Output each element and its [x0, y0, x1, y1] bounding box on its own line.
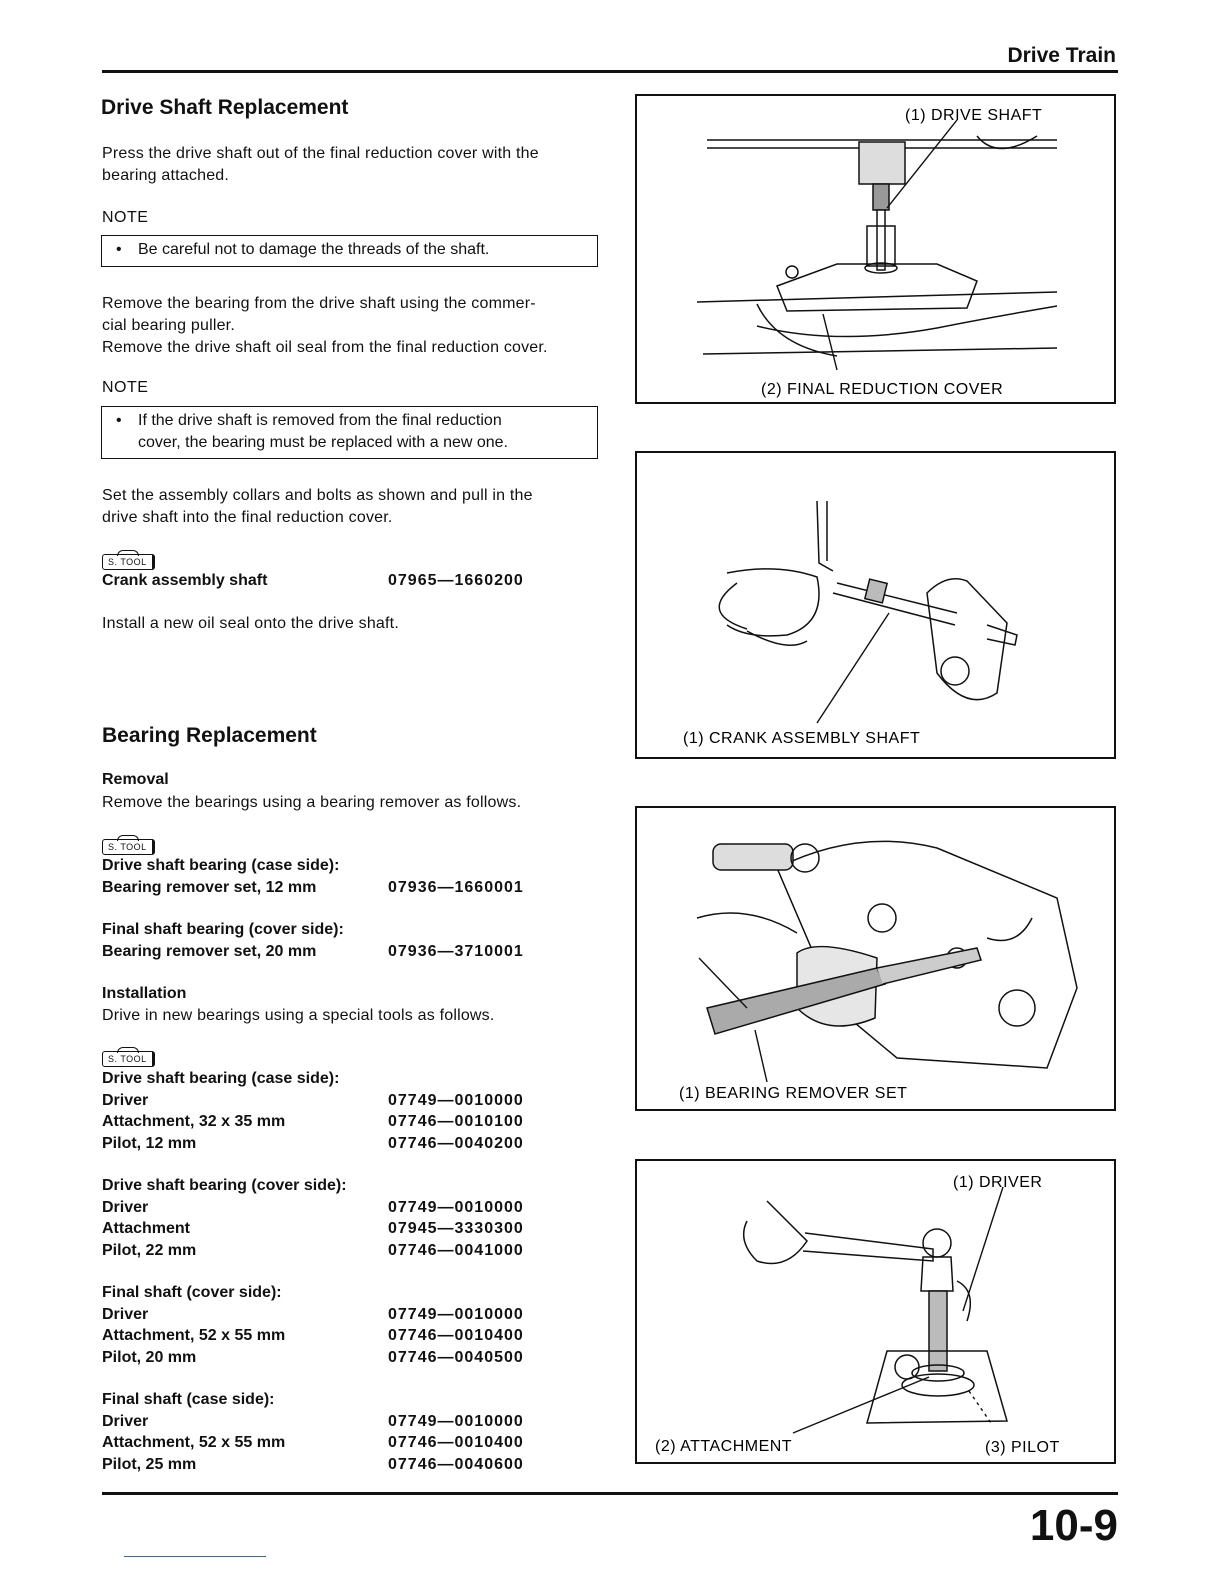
tool-number: 07945—3330300	[388, 1220, 524, 1237]
removal-title: Removal	[102, 771, 169, 788]
tool-row	[102, 1454, 572, 1476]
bullet: •	[116, 412, 122, 429]
figure-label: (1) CRANK ASSEMBLY SHAFT	[683, 730, 921, 747]
tool-number: 07746—0041000	[388, 1241, 524, 1259]
page-number: 10-9	[1029, 1501, 1118, 1550]
tool-number: 07746—0040600	[388, 1455, 524, 1473]
assembly-text	[102, 485, 612, 529]
note-box	[101, 235, 598, 267]
figure-drive-shaft-press	[635, 94, 1116, 404]
group-title: Final shaft (case side):	[102, 1391, 275, 1408]
tool-label: Crank assembly shaft	[102, 572, 268, 589]
install-tool-group	[102, 1175, 572, 1261]
special-tool-tag: S. TOOL	[102, 1049, 155, 1067]
tool-row	[102, 1218, 572, 1240]
tool-row	[102, 1240, 572, 1262]
figure-driver-attachment-pilot	[635, 1159, 1116, 1464]
installation-title: Installation	[102, 985, 187, 1002]
figure-label: (1) DRIVER	[953, 1174, 1043, 1191]
tool-number: 07749—0010000	[388, 1091, 524, 1109]
group-title: Final shaft (cover side):	[102, 1284, 282, 1301]
header-rule	[102, 70, 1118, 73]
removal-tool-group	[102, 919, 572, 962]
tool-row	[102, 1325, 572, 1347]
note-label: NOTE	[102, 379, 149, 396]
special-tool-tag: S. TOOL	[102, 552, 155, 570]
tool-row	[102, 1197, 572, 1219]
tool-label: Attachment, 32 x 35 mm	[102, 1113, 286, 1130]
text-line: Press the drive shaft out of the final reduction cover with the	[102, 145, 539, 162]
tool-row	[102, 1133, 572, 1155]
install-tool-group	[102, 1389, 572, 1475]
bearing-puller-text	[102, 293, 612, 359]
tool-number: 07936—3710001	[388, 942, 524, 960]
removal-text: Remove the bearings using a bearing remover as follows.	[102, 794, 522, 811]
tool-label: Attachment, 52 x 55 mm	[102, 1434, 286, 1451]
driver-attachment-pilot-illustration	[637, 1161, 1114, 1462]
tool-number: 07746—0010400	[388, 1327, 524, 1344]
text-line: Set the assembly collars and bolts as shown and pull in the	[102, 487, 533, 504]
tool-label: Pilot, 25 mm	[102, 1455, 197, 1473]
tool-label: Driver	[102, 1198, 149, 1216]
tool-row	[102, 877, 572, 899]
group-title: Final shaft bearing (cover side):	[102, 921, 344, 938]
text-line: bearing attached.	[102, 167, 230, 184]
note-label: NOTE	[102, 209, 149, 226]
tool-number: 07965—1660200	[388, 572, 524, 589]
tool-row	[102, 941, 572, 963]
tool-row	[102, 570, 572, 592]
note-text: Be careful not to damage the threads of the shaft.	[138, 241, 490, 258]
group-title: Drive shaft bearing (cover side):	[102, 1177, 347, 1194]
note-box	[101, 406, 598, 459]
tool-label: Driver	[102, 1305, 149, 1323]
tool-number: 07746—0010100	[388, 1113, 524, 1130]
tool-label: Attachment, 52 x 55 mm	[102, 1327, 286, 1344]
figure-label: (2) FINAL REDUCTION COVER	[761, 381, 1004, 398]
drive-shaft-title: Drive Shaft Replacement	[101, 96, 349, 119]
special-tool-tag: S. TOOL	[102, 837, 155, 855]
tool-number: 07936—1660001	[388, 878, 524, 896]
corner-link-line	[124, 1556, 266, 1557]
tool-label: Pilot, 12 mm	[102, 1134, 197, 1152]
crank-assembly-shaft-illustration	[637, 453, 1114, 757]
installation-text: Drive in new bearings using a special tools as follows.	[102, 1007, 495, 1024]
tool-label: Bearing remover set, 20 mm	[102, 942, 317, 960]
section-header: Drive Train	[1007, 44, 1116, 67]
note-text: cover, the bearing must be replaced with a new one.	[138, 434, 508, 451]
tool-label: Attachment	[102, 1220, 191, 1237]
install-tool-group	[102, 1282, 572, 1368]
tool-row	[102, 1432, 572, 1454]
tool-label: Driver	[102, 1091, 149, 1109]
tool-label: Pilot, 20 mm	[102, 1348, 197, 1366]
tool-label: Driver	[102, 1412, 149, 1430]
figure-label: (1) BEARING REMOVER SET	[679, 1085, 908, 1102]
tool-number: 07746—0040500	[388, 1348, 524, 1366]
tool-label: Bearing remover set, 12 mm	[102, 878, 317, 896]
tool-number: 07746—0010400	[388, 1434, 524, 1451]
tool-row	[102, 1411, 572, 1433]
tool-row	[102, 1090, 572, 1112]
tool-label: Pilot, 22 mm	[102, 1241, 197, 1259]
tool-number: 07746—0040200	[388, 1134, 524, 1152]
group-title: Drive shaft bearing (case side):	[102, 857, 340, 874]
tool-number: 07749—0010000	[388, 1198, 524, 1216]
tool-row	[102, 1111, 572, 1133]
text-line: Remove the bearing from the drive shaft using the commer-	[102, 295, 536, 312]
tool-row	[102, 1304, 572, 1326]
removal-tool-group	[102, 855, 572, 898]
figure-label: (2) ATTACHMENT	[655, 1438, 793, 1455]
text-line: cial bearing puller.	[102, 317, 235, 334]
footer-rule	[102, 1492, 1118, 1495]
bearing-remover-set-illustration	[637, 808, 1114, 1109]
group-title: Drive shaft bearing (case side):	[102, 1070, 340, 1087]
drive-shaft-intro	[102, 143, 612, 187]
text-line: drive shaft into the final reduction cover.	[102, 509, 393, 526]
tool-number: 07749—0010000	[388, 1305, 524, 1323]
oil-seal-text: Install a new oil seal onto the drive shaft.	[102, 615, 399, 632]
figure-label: (1) DRIVE SHAFT	[905, 107, 1043, 124]
text-line: Remove the drive shaft oil seal from the final reduction cover.	[102, 339, 548, 356]
note-text: If the drive shaft is removed from the final reduction	[138, 412, 502, 429]
bullet: •	[116, 241, 122, 258]
drive-shaft-press-illustration	[637, 96, 1114, 402]
tool-row	[102, 1347, 572, 1369]
figure-crank-assembly-shaft	[635, 451, 1116, 759]
tool-number: 07749—0010000	[388, 1412, 524, 1430]
figure-label: (3) PILOT	[985, 1439, 1060, 1456]
install-tool-group	[102, 1068, 572, 1154]
figure-bearing-remover-set	[635, 806, 1116, 1111]
bearing-title: Bearing Replacement	[102, 724, 317, 747]
